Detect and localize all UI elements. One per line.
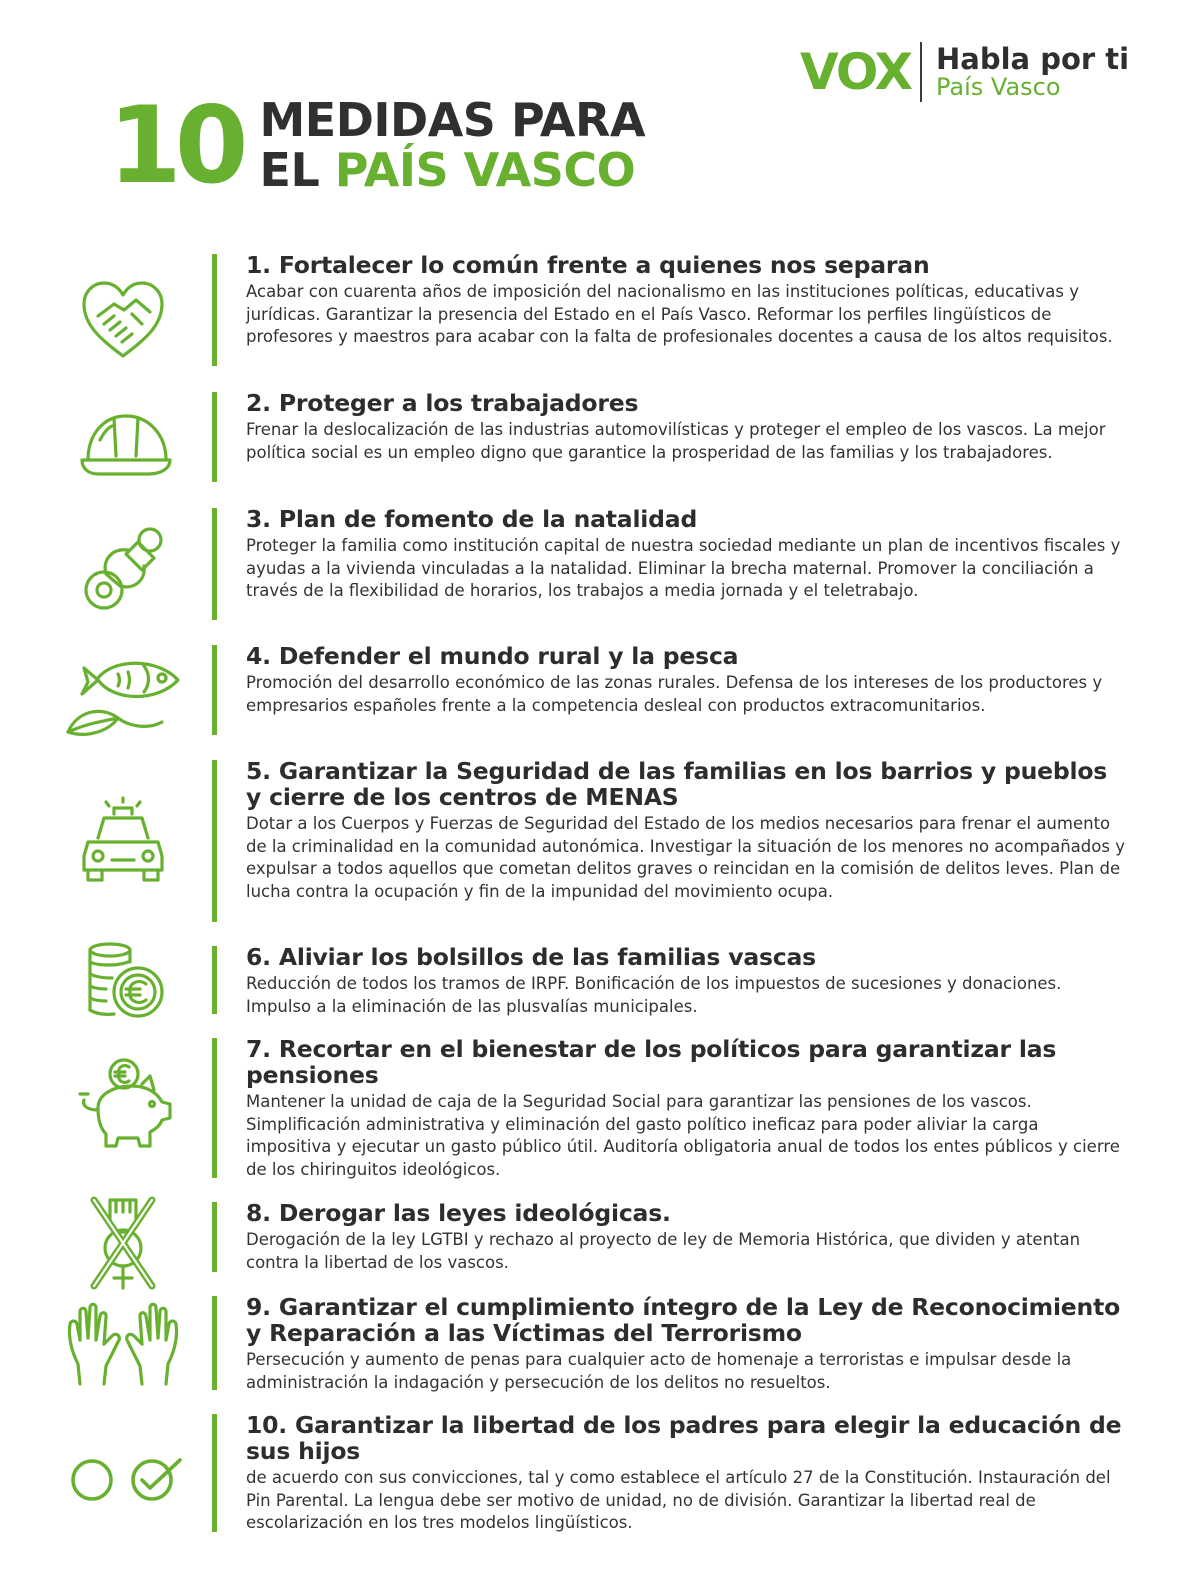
measure-title: 7. Recortar en el bienestar de los políticos para garantizar las pensiones bbox=[246, 1035, 1057, 1089]
measure-accent-bar bbox=[212, 946, 217, 1014]
measure-item bbox=[0, 643, 1200, 739]
measure-body bbox=[246, 506, 1126, 603]
title-line-2-prefix: EL bbox=[259, 143, 335, 197]
checkbox-choice-icon bbox=[58, 1428, 188, 1528]
measure-title: 2. Proteger a los trabajadores bbox=[246, 389, 639, 417]
measure-item bbox=[0, 252, 1200, 370]
measure-item bbox=[0, 1200, 1200, 1276]
euro-coins-icon bbox=[58, 932, 188, 1032]
page-title bbox=[108, 84, 646, 207]
measure-body bbox=[246, 252, 1126, 349]
heart-handshake-icon bbox=[58, 264, 188, 364]
measure-title: 10. Garantizar la libertad de los padres para elegir la educación de sus hijos bbox=[246, 1411, 1122, 1465]
measure-title: 9. Garantizar el cumplimiento íntegro de la Ley de Reconocimiento y Reparación a las Víctimas del Terrorismo bbox=[246, 1293, 1121, 1347]
measure-text: Derogación de la ley LGTBI y rechazo al proyecto de ley de Memoria Histórica, que dividen y atentan contra la libertad de los vascos. bbox=[246, 1230, 1081, 1272]
measure-accent-bar bbox=[212, 392, 217, 482]
fish-leaf-icon bbox=[58, 648, 188, 748]
brand-lockup bbox=[800, 40, 1129, 104]
hard-hat-icon bbox=[58, 394, 188, 494]
measure-accent-bar bbox=[212, 1296, 217, 1390]
vox-logo: VOX bbox=[800, 43, 912, 101]
piggy-bank-icon bbox=[58, 1054, 188, 1154]
crossed-out-symbols-icon bbox=[58, 1192, 188, 1292]
measure-title: 1. Fortalecer lo común frente a quienes nos separan bbox=[246, 251, 930, 279]
measure-item bbox=[0, 390, 1200, 486]
pacifier-icon bbox=[58, 516, 188, 616]
measure-accent-bar bbox=[212, 1414, 217, 1532]
measure-text: de acuerdo con sus convicciones, tal y como establece el artículo 27 de la Constitución. Instauración del Pin Parental. La lengua debe ser motivo de unidad, no de división. Garantizar la libertad real de escolarización en los tres modelos lingüísticos. bbox=[246, 1468, 1111, 1532]
measure-text: Frenar la deslocalización de las industrias automovilísticas y proteger el empleo de los vascos. La mejor política social es un empleo digno que garantice la prosperidad de las familias y los trabajadores. bbox=[246, 420, 1106, 462]
measure-text: Reducción de todos los tramos de IRPF. Bonificación de los impuestos de sucesiones y donaciones. Impulso a la eliminación de las plusvalías municipales. bbox=[246, 974, 1062, 1016]
slogan-region: País Vasco bbox=[936, 73, 1061, 102]
measure-accent-bar bbox=[212, 1038, 217, 1178]
measure-title: 8. Derogar las leyes ideológicas. bbox=[246, 1199, 671, 1227]
title-text bbox=[259, 93, 646, 197]
title-line-2 bbox=[259, 143, 646, 197]
measure-body bbox=[246, 643, 1126, 717]
measure-accent-bar bbox=[212, 645, 217, 735]
title-line-2-accent: PAÍS VASCO bbox=[334, 143, 636, 197]
measure-item bbox=[0, 1036, 1200, 1182]
measure-body bbox=[246, 1294, 1126, 1394]
measure-body bbox=[246, 944, 1126, 1018]
measure-title: 5. Garantizar la Seguridad de las familias en los barrios y pueblos y cierre de los centros de MENAS bbox=[246, 757, 1108, 811]
measure-item bbox=[0, 1412, 1200, 1536]
measure-body bbox=[246, 1412, 1126, 1535]
measure-text: Persecución y aumento de penas para cualquier acto de homenaje a terroristas e impulsar desde la administración la indagación y persecución de los delitos no resueltos. bbox=[246, 1350, 1072, 1392]
measure-title: 6. Aliviar los bolsillos de las familias vascas bbox=[246, 943, 816, 971]
measure-accent-bar bbox=[212, 1202, 217, 1272]
measure-accent-bar bbox=[212, 760, 217, 922]
measure-accent-bar bbox=[212, 508, 217, 620]
measure-item bbox=[0, 506, 1200, 624]
measure-title: 3. Plan de fomento de la natalidad bbox=[246, 505, 698, 533]
slogan-main: Habla por ti bbox=[936, 41, 1130, 76]
measure-item bbox=[0, 1294, 1200, 1394]
measure-text: Proteger la familia como institución capital de nuestra sociedad mediante un plan de incentivos fiscales y ayudas a la vivienda vinculadas a la natalidad. Eliminar la brecha maternal. Promover la conciliación a través de la flexibilidad de horarios, los trabajos a media jornada y el teletrabajo. bbox=[246, 536, 1121, 600]
measure-text: Acabar con cuarenta años de imposición del nacionalismo en las instituciones políticas, educativas y jurídicas. Garantizar la presencia del Estado en el País Vasco. Reformar los perfiles lingüísticos de profesores y maestros para acabar con la falta de profesionales docentes a causa de los altos requisitos. bbox=[246, 282, 1113, 346]
measure-title: 4. Defender el mundo rural y la pesca bbox=[246, 642, 739, 670]
title-number: 10 bbox=[108, 84, 242, 207]
open-hands-icon bbox=[58, 1294, 188, 1394]
measure-text: Mantener la unidad de caja de la Seguridad Social para garantizar las pensiones de los vascos. Simplificación administrativa y eliminación del gasto político ineficaz para poder aliviar la carga impositiva y ejecutar un gasto público útil. Auditoría obligatoria anual de todos los entes públicos y cierre de los chiringuitos ideológicos. bbox=[246, 1092, 1120, 1179]
measure-body bbox=[246, 758, 1126, 903]
brand-divider bbox=[920, 42, 922, 102]
measure-body bbox=[246, 1200, 1126, 1274]
measure-item bbox=[0, 758, 1200, 926]
measure-text: Dotar a los Cuerpos y Fuerzas de Seguridad del Estado de los medios necesarios para frenar el aumento de la criminalidad en la comunidad autonómica. Investigar la situación de los menores no acompañados y expulsar a todos aquellos que cometan delitos graves o reincidan en la comisión de delitos leves. Plan de lucha contra la ocupación y fin de la impunidad del movimiento ocupa. bbox=[246, 814, 1125, 901]
slogan bbox=[936, 41, 1130, 102]
measure-item bbox=[0, 944, 1200, 1018]
title-line-1: MEDIDAS PARA bbox=[259, 93, 646, 148]
measure-body bbox=[246, 390, 1126, 464]
measure-accent-bar bbox=[212, 254, 217, 366]
measure-text: Promoción del desarrollo económico de las zonas rurales. Defensa de los intereses de los productores y empresarios españoles frente a la competencia desleal con productos extracomunitarios. bbox=[246, 673, 1103, 715]
police-car-icon bbox=[58, 794, 188, 894]
measure-body bbox=[246, 1036, 1126, 1181]
